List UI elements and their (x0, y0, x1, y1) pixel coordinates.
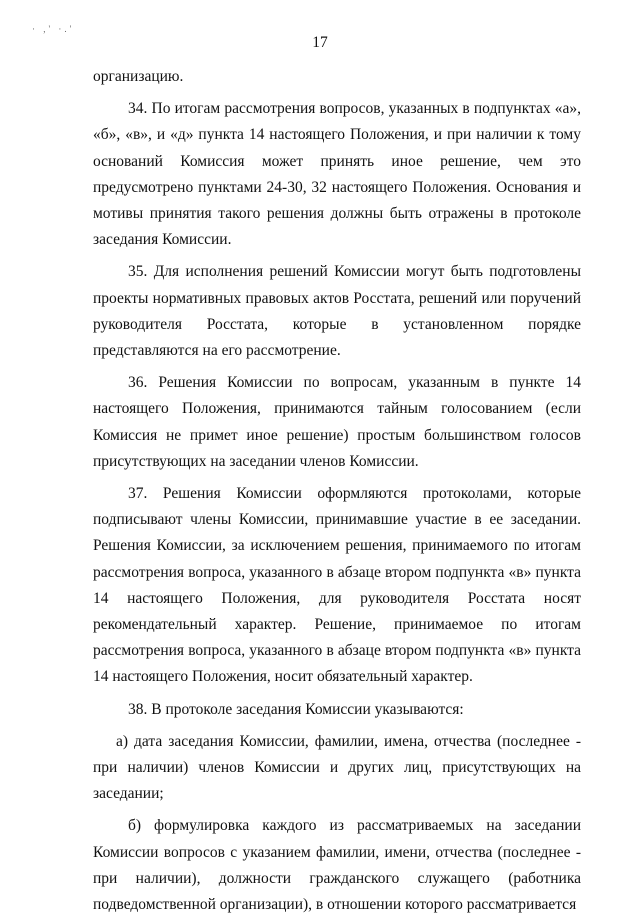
paragraph-38-a: а) дата заседания Комиссии, фамилии, имена, отчества (последнее - при наличии) членов Комиссии и других лиц, присутствующих на заседании; (93, 732, 581, 803)
paragraph-38-b: б) формулировка каждого из рассматриваемых на заседании Комиссии вопросов с указанием фамилии, имени, отчества (последнее - при наличии), должности гражданского служащего (работника подведомственной организации), в отношении которого рассматривается (93, 817, 581, 914)
paragraph-38: 38. В протоколе заседания Комиссии указываются: (128, 700, 464, 718)
document-body (93, 64, 581, 918)
paragraph-37: 37. Решения Комиссии оформляются протоколами, которые подписывают члены Комиссии, принимавшие участие в ее заседании. Решения Комиссии, за исключением решения, принимаемого по итогам рассмотрения вопроса, указанного в абзаце втором подпункта «в» пункта 14 настоящего Положения, для руководителя Росстата носят рекомендательный характер. Решение, принимаемое по итогам рассмотрения вопроса, указанного в абзаце втором подпункта «в» пункта 14 настоящего Положения, носит обязательный характер. (93, 485, 581, 686)
paragraph-continuation: организацию. (93, 68, 184, 85)
paragraph-35: 35. Для исполнения решений Комиссии могут быть подготовлены проекты нормативных правовых актов Росстата, решений или поручений руководителя Росстата, которые в установленном порядке представляются на его рассмотрение. (93, 263, 581, 360)
page-number: 17 (312, 34, 328, 51)
scan-marks: · ,' ·.' (32, 24, 75, 34)
paragraph-36: 36. Решения Комиссии по вопросам, указанным в пункте 14 настоящего Положения, принимаются тайным голосованием (если Комиссия не примет иное решение) простым большинством голосов присутствующих на заседании членов Комиссии. (93, 374, 581, 470)
paragraph-34: 34. По итогам рассмотрения вопросов, указанных в подпунктах «а», «б», «в», и «д» пункта 14 настоящего Положения, и при наличии к тому оснований Комиссия может принять иное решение, чем это предусмотрено пунктами 24-30, 32 настоящего Положения. Основания и мотивы принятия такого решения должны быть отражены в протоколе заседания Комиссии. (93, 100, 581, 249)
